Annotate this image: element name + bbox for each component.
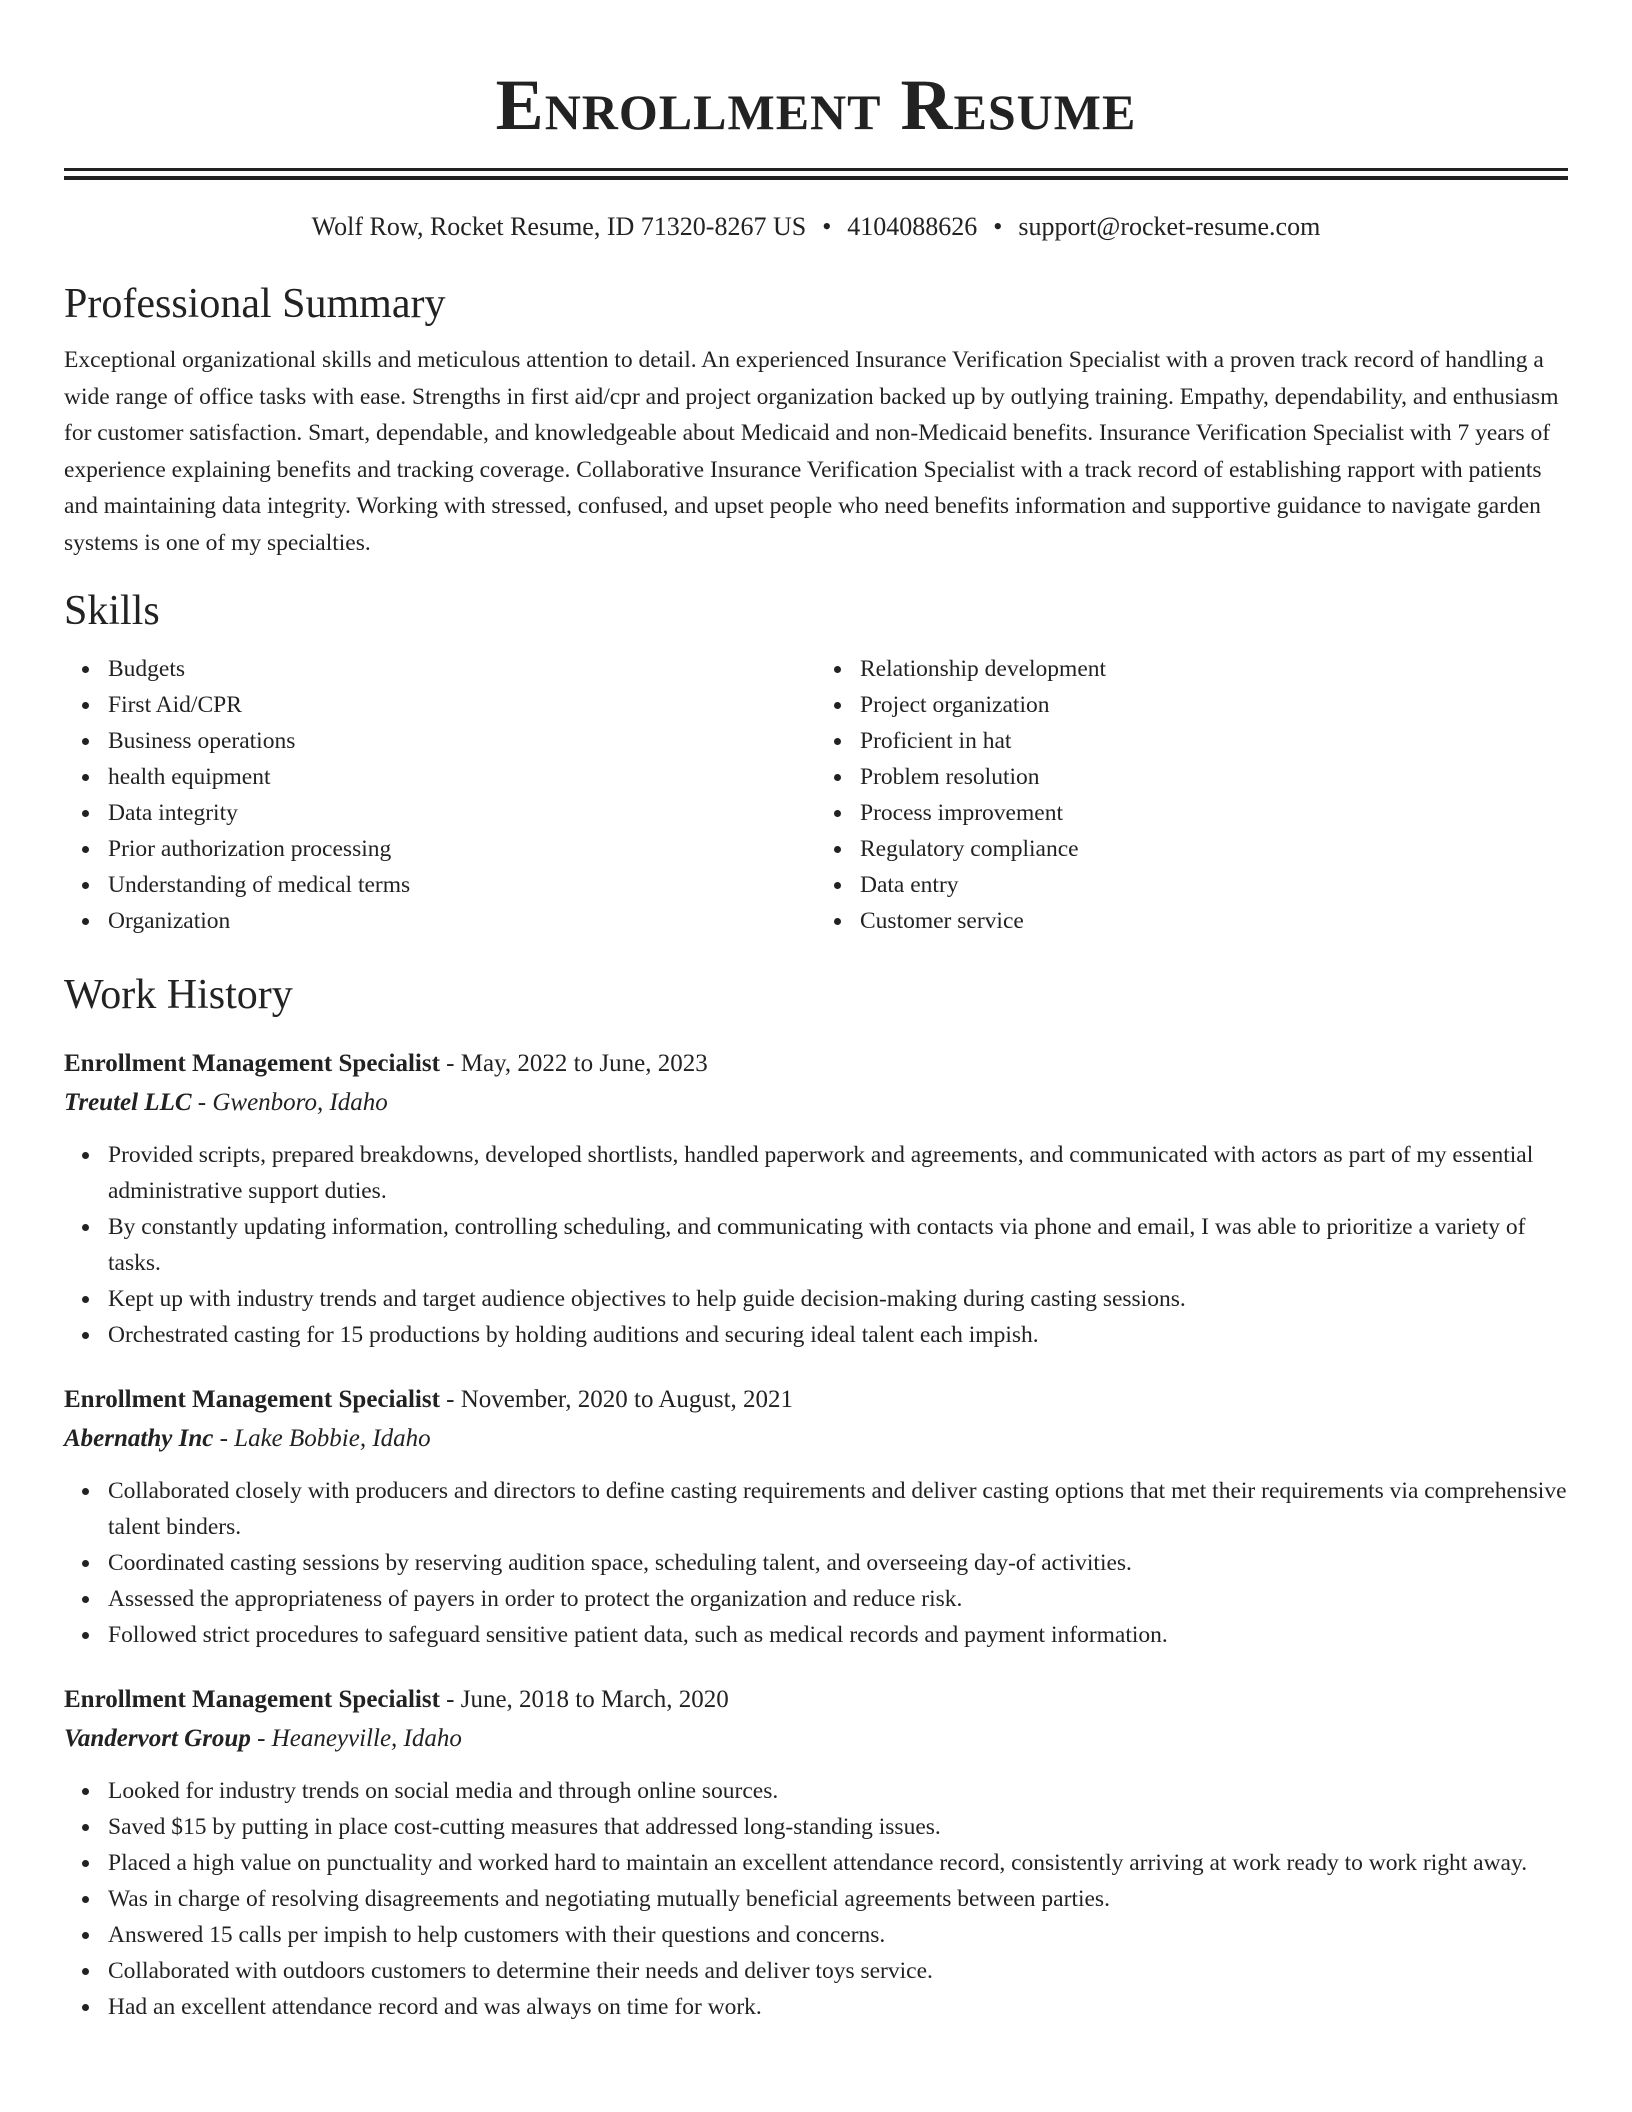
job-bullet: Kept up with industry trends and target audience objectives to help guide decision-making during casting sessions. — [108, 1281, 1568, 1317]
title-divider-bottom — [64, 176, 1568, 180]
job-bullet: Followed strict procedures to safeguard sensitive patient data, such as medical records and payment information. — [108, 1617, 1568, 1653]
contact-phone: 4104088626 — [847, 212, 978, 241]
job-bullet: Looked for industry trends on social media and through online sources. — [108, 1773, 1568, 1809]
job-dates: - November, 2020 to August, 2021 — [439, 1386, 794, 1413]
company-location: - Lake Bobbie, Idaho — [213, 1425, 431, 1452]
job-company-line — [64, 1419, 1568, 1459]
skill-item: Prior authorization processing — [108, 831, 816, 867]
job-bullet: Coordinated casting sessions by reserving audition space, scheduling talent, and overseeing day-of activities. — [108, 1545, 1568, 1581]
job-title-line — [64, 1681, 1568, 1719]
job-title-line — [64, 1381, 1568, 1419]
job-dates: - May, 2022 to June, 2023 — [439, 1050, 708, 1077]
resume-page — [64, 0, 1568, 2025]
job-entry — [64, 1681, 1568, 2025]
work-history-heading: Work History — [64, 972, 293, 1018]
job-bullet: Saved $15 by putting in place cost-cutting measures that addressed long-standing issues. — [108, 1809, 1568, 1845]
job-bullet: Orchestrated casting for 15 productions by holding auditions and securing ideal talent each impish. — [108, 1317, 1568, 1353]
job-entry — [64, 1381, 1568, 1653]
skills-heading: Skills — [64, 588, 160, 634]
job-title: Enrollment Management Specialist — [64, 1050, 440, 1077]
job-bullet: Collaborated closely with producers and directors to define casting requirements and deliver casting options that met their requirements via comprehensive talent binders. — [108, 1473, 1568, 1545]
company-name: Vandervort Group — [64, 1725, 251, 1752]
job-title-line — [64, 1045, 1568, 1083]
skill-item: Regulatory compliance — [860, 831, 1568, 867]
job-bullet: Assessed the appropriateness of payers in order to protect the organization and reduce risk. — [108, 1581, 1568, 1617]
skill-item: Budgets — [108, 651, 816, 687]
job-bullet-list — [64, 1137, 1568, 1353]
summary-heading: Professional Summary — [64, 281, 446, 327]
skill-item: Data integrity — [108, 795, 816, 831]
skill-item: Proficient in hat — [860, 723, 1568, 759]
skill-item: Data entry — [860, 867, 1568, 903]
job-bullet: Provided scripts, prepared breakdowns, developed shortlists, handled paperwork and agreements, and communicated with actors as part of my essential administrative support duties. — [108, 1137, 1568, 1209]
job-title: Enrollment Management Specialist — [64, 1386, 440, 1413]
contact-address: Wolf Row, Rocket Resume, ID 71320-8267 US — [311, 212, 807, 241]
company-name: Abernathy Inc — [64, 1425, 214, 1452]
skills-list-left — [64, 651, 816, 939]
company-location: - Gwenboro, Idaho — [191, 1089, 388, 1116]
skill-item: First Aid/CPR — [108, 687, 816, 723]
skills-grid — [64, 651, 1568, 939]
skill-item: health equipment — [108, 759, 816, 795]
job-bullet: Had an excellent attendance record and was always on time for work. — [108, 1989, 1568, 2025]
company-name: Treutel LLC — [64, 1089, 192, 1116]
contact-separator: • — [993, 212, 1003, 241]
job-company-line — [64, 1083, 1568, 1123]
job-bullet-list — [64, 1773, 1568, 2025]
skill-item: Understanding of medical terms — [108, 867, 816, 903]
skill-item: Customer service — [860, 903, 1568, 939]
job-bullet-list — [64, 1473, 1568, 1653]
skill-item: Organization — [108, 903, 816, 939]
title-divider-top — [64, 168, 1568, 171]
contact-email: support@rocket-resume.com — [1018, 212, 1321, 241]
skill-item: Process improvement — [860, 795, 1568, 831]
skill-item: Relationship development — [860, 651, 1568, 687]
job-dates: - June, 2018 to March, 2020 — [439, 1686, 729, 1713]
job-bullet: By constantly updating information, controlling scheduling, and communicating with contacts via phone and email, I was able to prioritize a variety of tasks. — [108, 1209, 1568, 1281]
summary-text: Exceptional organizational skills and meticulous attention to detail. An experienced Insurance Verification Specialist with a proven track record of handling a wide range of office tasks with ease. Strengths in first aid/cpr and project organization backed up by outlying training. Empathy, dependability, and enthusiasm for customer satisfaction. Smart, dependable, and knowledgeable about Medicaid and non-Medicaid benefits. Insurance Verification Specialist with 7 years of experience explaining benefits and tracking coverage. Collaborative Insurance Verification Specialist with a track record of establishing rapport with patients and maintaining data integrity. Working with stressed, confused, and upset people who need benefits information and supportive guidance to navigate garden systems is one of my specialties. — [64, 347, 1559, 556]
job-bullet: Was in charge of resolving disagreements and negotiating mutually beneficial agreements between parties. — [108, 1881, 1568, 1917]
job-bullet: Placed a high value on punctuality and worked hard to maintain an excellent attendance record, consistently arriving at work ready to work right away. — [108, 1845, 1568, 1881]
skills-list-right — [816, 651, 1568, 939]
company-location: - Heaneyville, Idaho — [250, 1725, 462, 1752]
contact-line — [64, 210, 1568, 244]
job-company-line — [64, 1719, 1568, 1759]
skill-item: Business operations — [108, 723, 816, 759]
job-title: Enrollment Management Specialist — [64, 1686, 440, 1713]
contact-separator: • — [822, 212, 832, 241]
skill-item: Problem resolution — [860, 759, 1568, 795]
job-bullet: Answered 15 calls per impish to help customers with their questions and concerns. — [108, 1917, 1568, 1953]
job-bullet: Collaborated with outdoors customers to determine their needs and deliver toys service. — [108, 1953, 1568, 1989]
resume-title: Enrollment Resume — [495, 65, 1137, 145]
job-entry — [64, 1045, 1568, 1353]
skill-item: Project organization — [860, 687, 1568, 723]
